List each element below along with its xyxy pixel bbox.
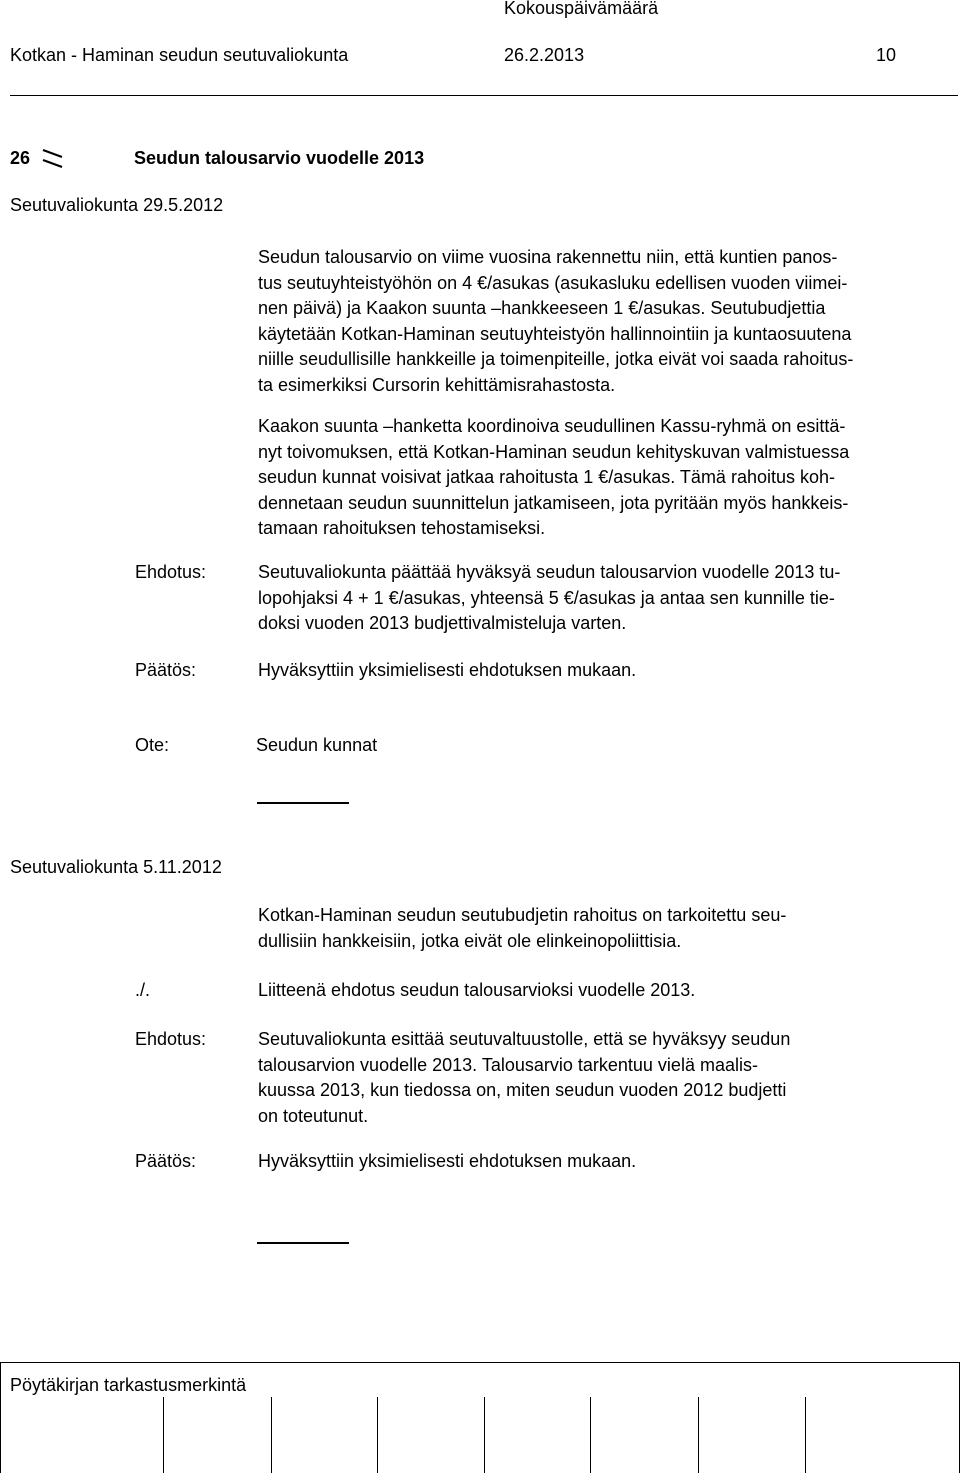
organization-name: Kotkan - Haminan seudun seutuvaliokunta (10, 45, 349, 65)
meeting-date-label: Kokouspäivämäärä (504, 0, 659, 18)
initials-box-divider (163, 1397, 164, 1473)
separator-rule (257, 802, 349, 804)
paragraph: Kaakon suunta –hanketta koordinoiva seudullinen Kassu-ryhmä on esittä- nyt toivomuksen, että Kotkan-Haminan seudun kehityskuvan valmistuessa seudun kunnat voisivat jatkaa rahoitusta 1 €/asukas. Tämä rahoitus koh- dennetaan seudun suunnittelun jatkamiseen, jota pyritään myös hankkeis- tamaan rahoituksen tehostamiseksi. (258, 416, 850, 538)
proposal-label: Ehdotus: (135, 1029, 207, 1049)
decision-text: Hyväksyttiin yksimielisesti ehdotuksen mukaan. (258, 660, 637, 680)
initials-box-divider (377, 1397, 378, 1473)
document-date: 26.2.2013 (504, 45, 585, 65)
paragraph: Kotkan-Haminan seudun seutubudjetin rahoitus on tarkoitettu seu- dullisiin hankkeisiin, jotka eivät ole elinkeinopoliittisia. (258, 905, 787, 951)
decision-label: Päätös: (135, 1151, 197, 1171)
decision-text: Hyväksyttiin yksimielisesti ehdotuksen mukaan. (258, 1151, 637, 1171)
page-number: 10 (876, 45, 897, 65)
header-rule (10, 95, 958, 96)
attachment-mark: ./. (135, 980, 151, 1000)
proposal-text: Seutuvaliokunta päättää hyväksyä seudun talousarvion vuodelle 2013 tu- lopohjaksi 4 + 1 €/asukas, yhteensä 5 €/asukas ja antaa sen kunnille tie- doksi vuoden 2013 budjettivalmisteluja varten. (258, 562, 841, 633)
initials-box-divider (484, 1397, 485, 1473)
review-initials-label: Pöytäkirjan tarkastusmerkintä (10, 1375, 247, 1395)
proposal-label: Ehdotus: (135, 562, 207, 582)
separator-rule (257, 1242, 349, 1244)
initials-box-divider (271, 1397, 272, 1473)
section-number: 26 (10, 148, 31, 168)
proposal-text: Seutuvaliokunta esittää seutuvaltuustolle, että se hyväksyy seudun talousarvion vuodelle 2013. Talousarvio tarkentuu vielä maalis- kuussa 2013, kun tiedossa on, miten seudun vuoden 2012 budjetti on toteutunut. (258, 1029, 791, 1126)
decision-label: Päätös: (135, 660, 197, 680)
meeting-heading: Seutuvaliokunta 5.11.2012 (10, 857, 222, 877)
section-sign-icon (40, 146, 66, 179)
section-title: Seudun talousarvio vuodelle 2013 (134, 148, 425, 168)
initials-box-divider (805, 1397, 806, 1473)
footer-rule-top (0, 1362, 960, 1363)
attachment-text: Liitteenä ehdotus seudun talousarvioksi vuodelle 2013. (258, 980, 696, 1000)
paragraph: Seudun talousarvio on viime vuosina rakennettu niin, että kuntien panos- tus seutuyhteistyöhön on 4 €/asukas (asukasluku edellisen vuoden viimei- nen päivä) ja Kaakon suunta –hankkeeseen 1 €/asukas. Seutubudjettia käytetään Kotkan-Haminan seutuyhteistyön hallinnointiin ja kuntaosuutena niille seudullisille hankkeille ja toimenpiteille, jotka eivät voi saada rahoitus- ta esimerkiksi Cursorin kehittämisrahastosta. (258, 247, 854, 395)
initials-box-divider (698, 1397, 699, 1473)
extract-recipients: Seudun kunnat (256, 735, 378, 755)
meeting-heading: Seutuvaliokunta 29.5.2012 (10, 195, 224, 215)
extract-label: Ote: (135, 735, 170, 755)
initials-box-divider (0, 1362, 1, 1473)
initials-box-divider (590, 1397, 591, 1473)
